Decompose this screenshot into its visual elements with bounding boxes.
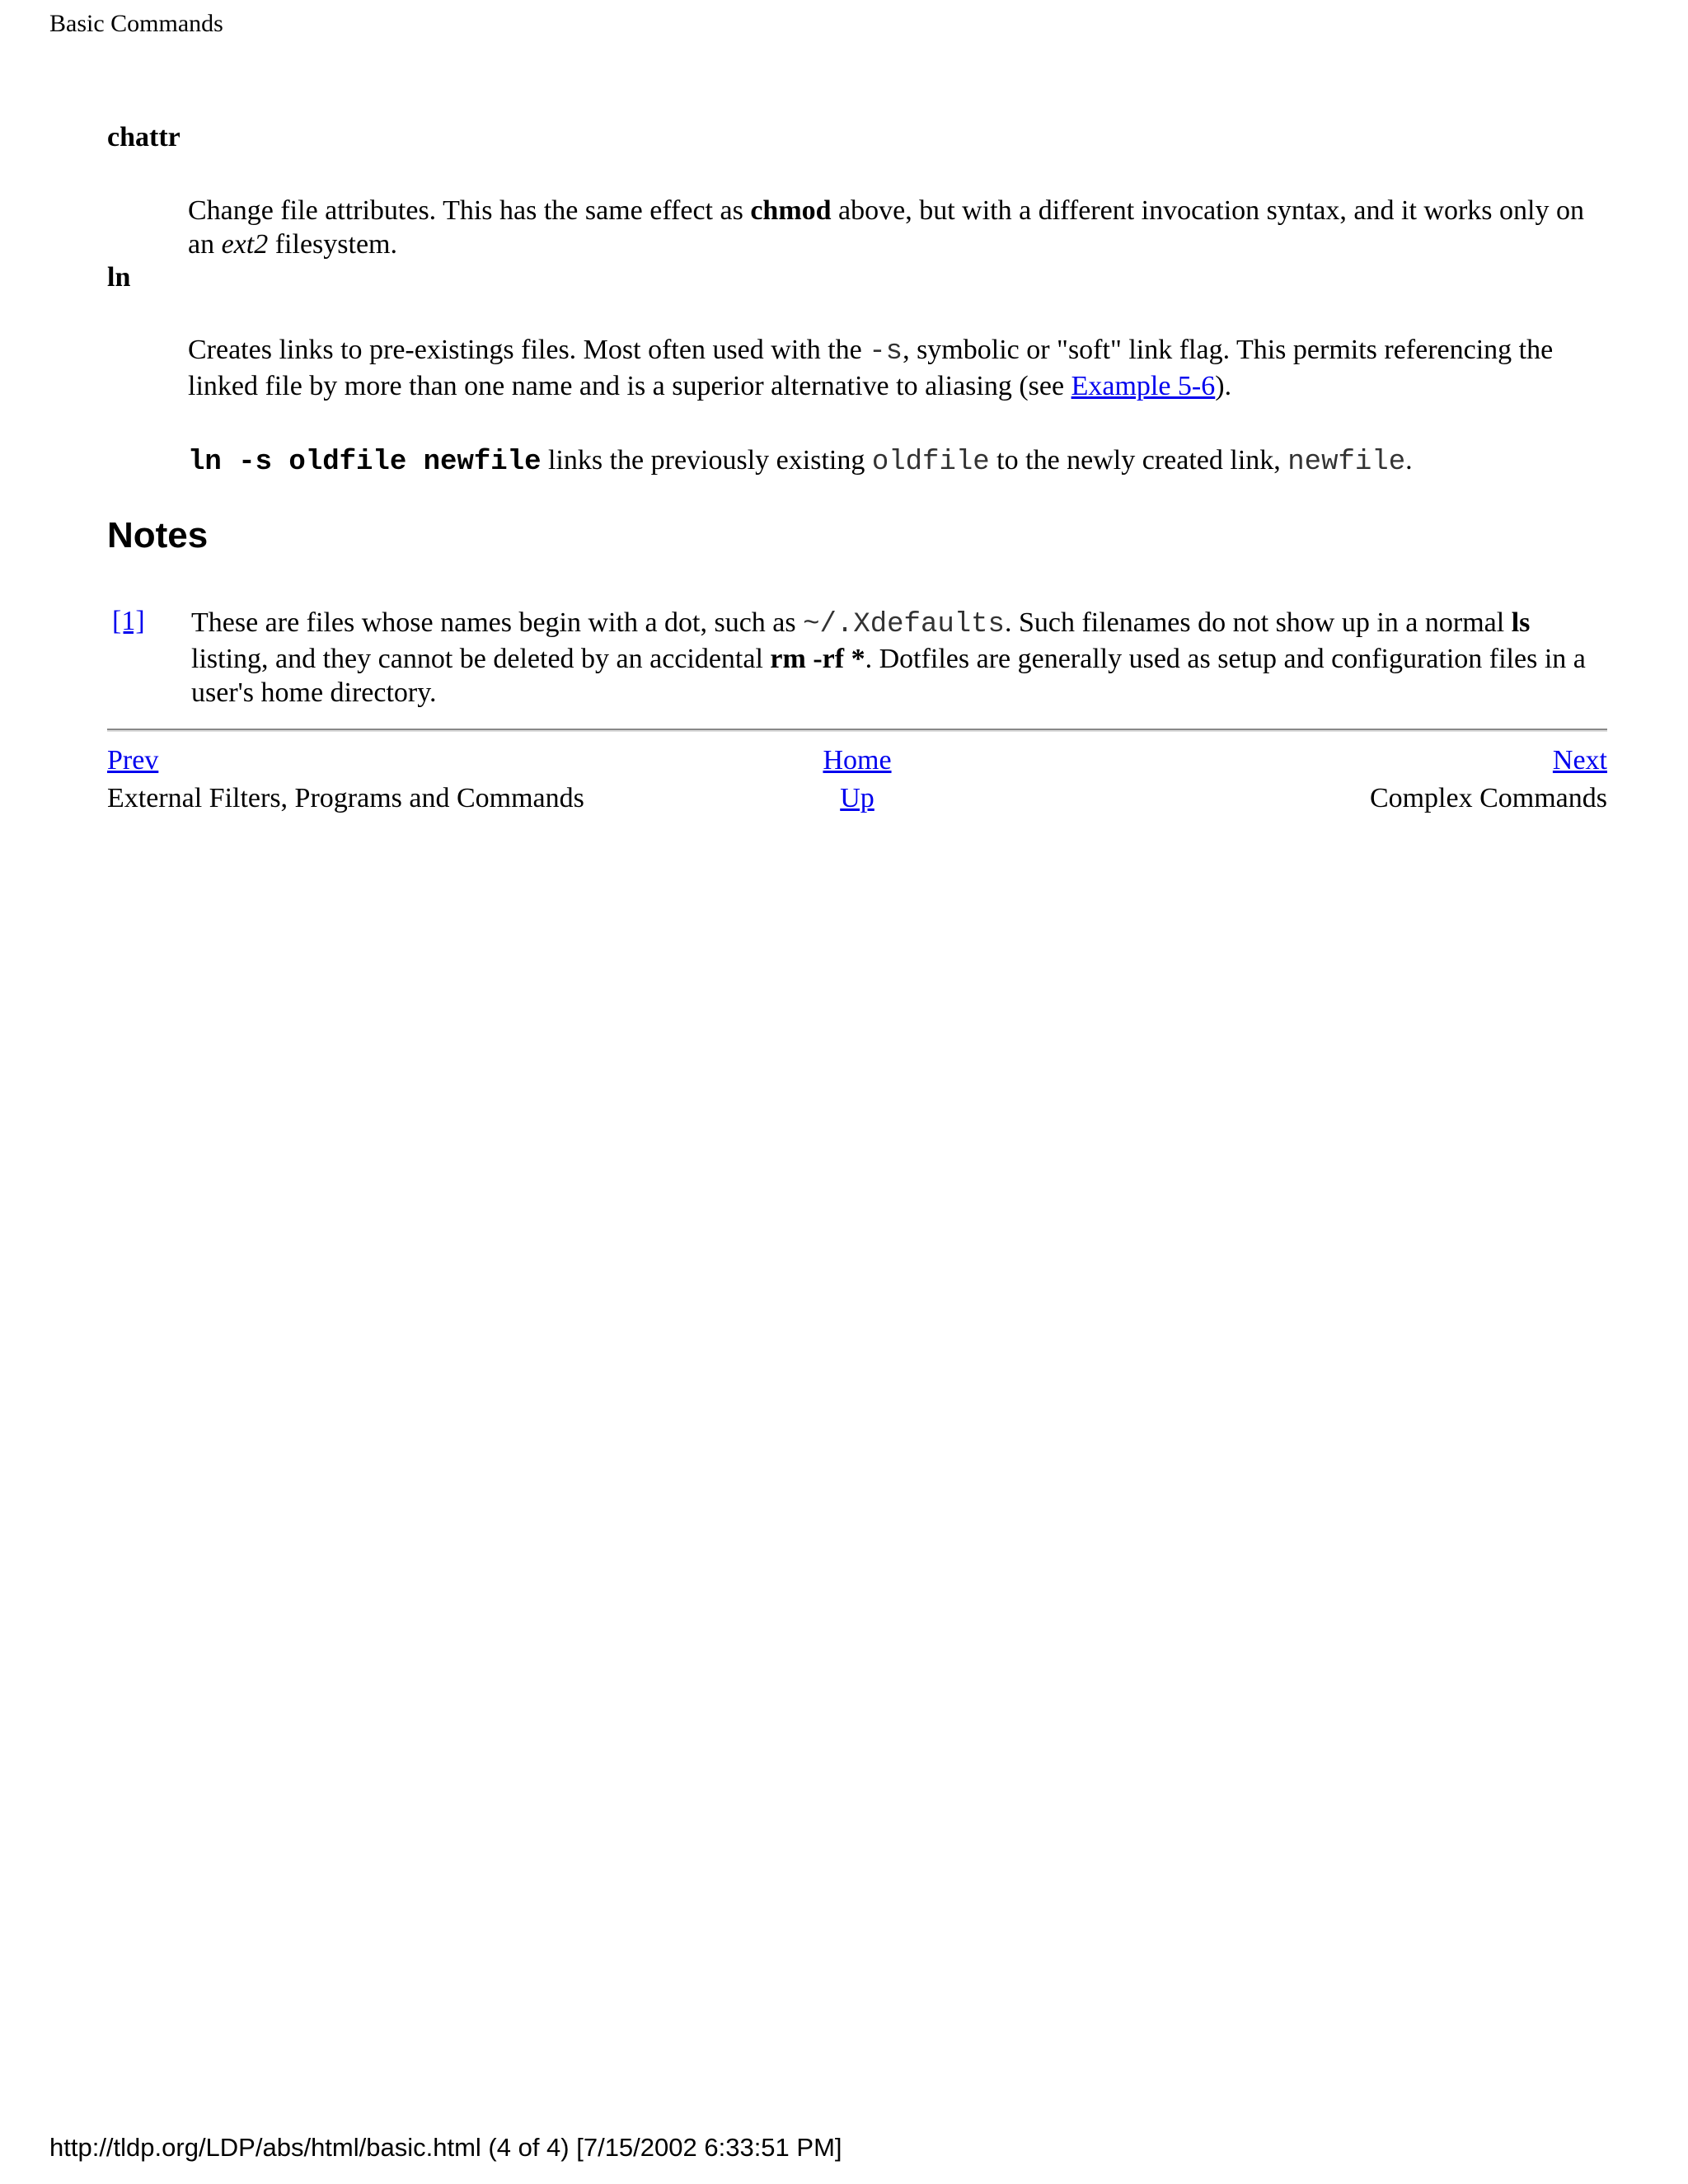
- command-rm: rm -rf *: [770, 644, 865, 674]
- ln-description: [188, 333, 1607, 403]
- text: .: [1405, 445, 1413, 476]
- code-oldfile: oldfile: [871, 447, 990, 478]
- nav-footer: [107, 742, 1607, 818]
- horizontal-divider: [107, 729, 1607, 732]
- up-link[interactable]: Up: [840, 783, 874, 813]
- text: listing, and they cannot be deleted by an accidental: [191, 644, 771, 674]
- example-command: ln -s oldfile newfile: [188, 447, 542, 478]
- text: , symbolic or "soft" link flag. This permits referencing the linked file by more than one name and is a superior alternative to aliasing (see: [188, 335, 1554, 401]
- text: Creates links to pre-existings files. Most often used with the: [188, 335, 870, 365]
- term-chattr: chattr: [107, 122, 181, 152]
- example-link[interactable]: Example 5-6: [1071, 371, 1216, 401]
- term-ln: ln: [107, 262, 131, 293]
- page-header-title: Basic Commands: [49, 10, 223, 37]
- text: These are files whose names begin with a dot, such as: [191, 607, 804, 638]
- text: . Dotfiles are generally used as setup and configuration files in a user's home directory.: [191, 644, 1586, 708]
- command-ls: ls: [1511, 607, 1531, 638]
- text: to the newly created link,: [989, 445, 1288, 476]
- command-chmod: chmod: [750, 195, 832, 226]
- nav-row-titles: [107, 780, 1607, 818]
- footnote-link[interactable]: [1]: [112, 606, 145, 636]
- page-footer-url: http://tldp.org/LDP/abs/html/basic.html (4 of 4) [7/15/2002 6:33:51 PM]: [49, 2133, 842, 2162]
- text: Change file attributes. This has the same effect as: [188, 195, 751, 226]
- text: above, but with a different invocation syntax, and it works only on an: [188, 195, 1584, 260]
- filesystem-name: ext2: [221, 229, 269, 260]
- chattr-description: [188, 194, 1607, 261]
- text: ).: [1215, 371, 1232, 401]
- footnote-text: [191, 606, 1609, 710]
- nav-row-links: [107, 742, 1607, 780]
- prev-title: External Filters, Programs and Commands: [107, 783, 584, 813]
- next-title: Complex Commands: [1369, 783, 1607, 813]
- text: filesystem.: [268, 229, 397, 260]
- home-link[interactable]: Home: [823, 745, 892, 776]
- code-flag: -s: [869, 336, 903, 368]
- code-xdefaults: ~/.Xdefaults: [803, 609, 1005, 640]
- ln-example: [188, 443, 1607, 480]
- code-newfile: newfile: [1287, 447, 1406, 478]
- next-link[interactable]: Next: [1552, 745, 1607, 776]
- prev-link[interactable]: Prev: [107, 745, 159, 776]
- text: links the previously existing: [541, 445, 872, 476]
- notes-heading: Notes: [107, 515, 209, 555]
- text: . Such filenames do not show up in a normal: [1004, 607, 1512, 638]
